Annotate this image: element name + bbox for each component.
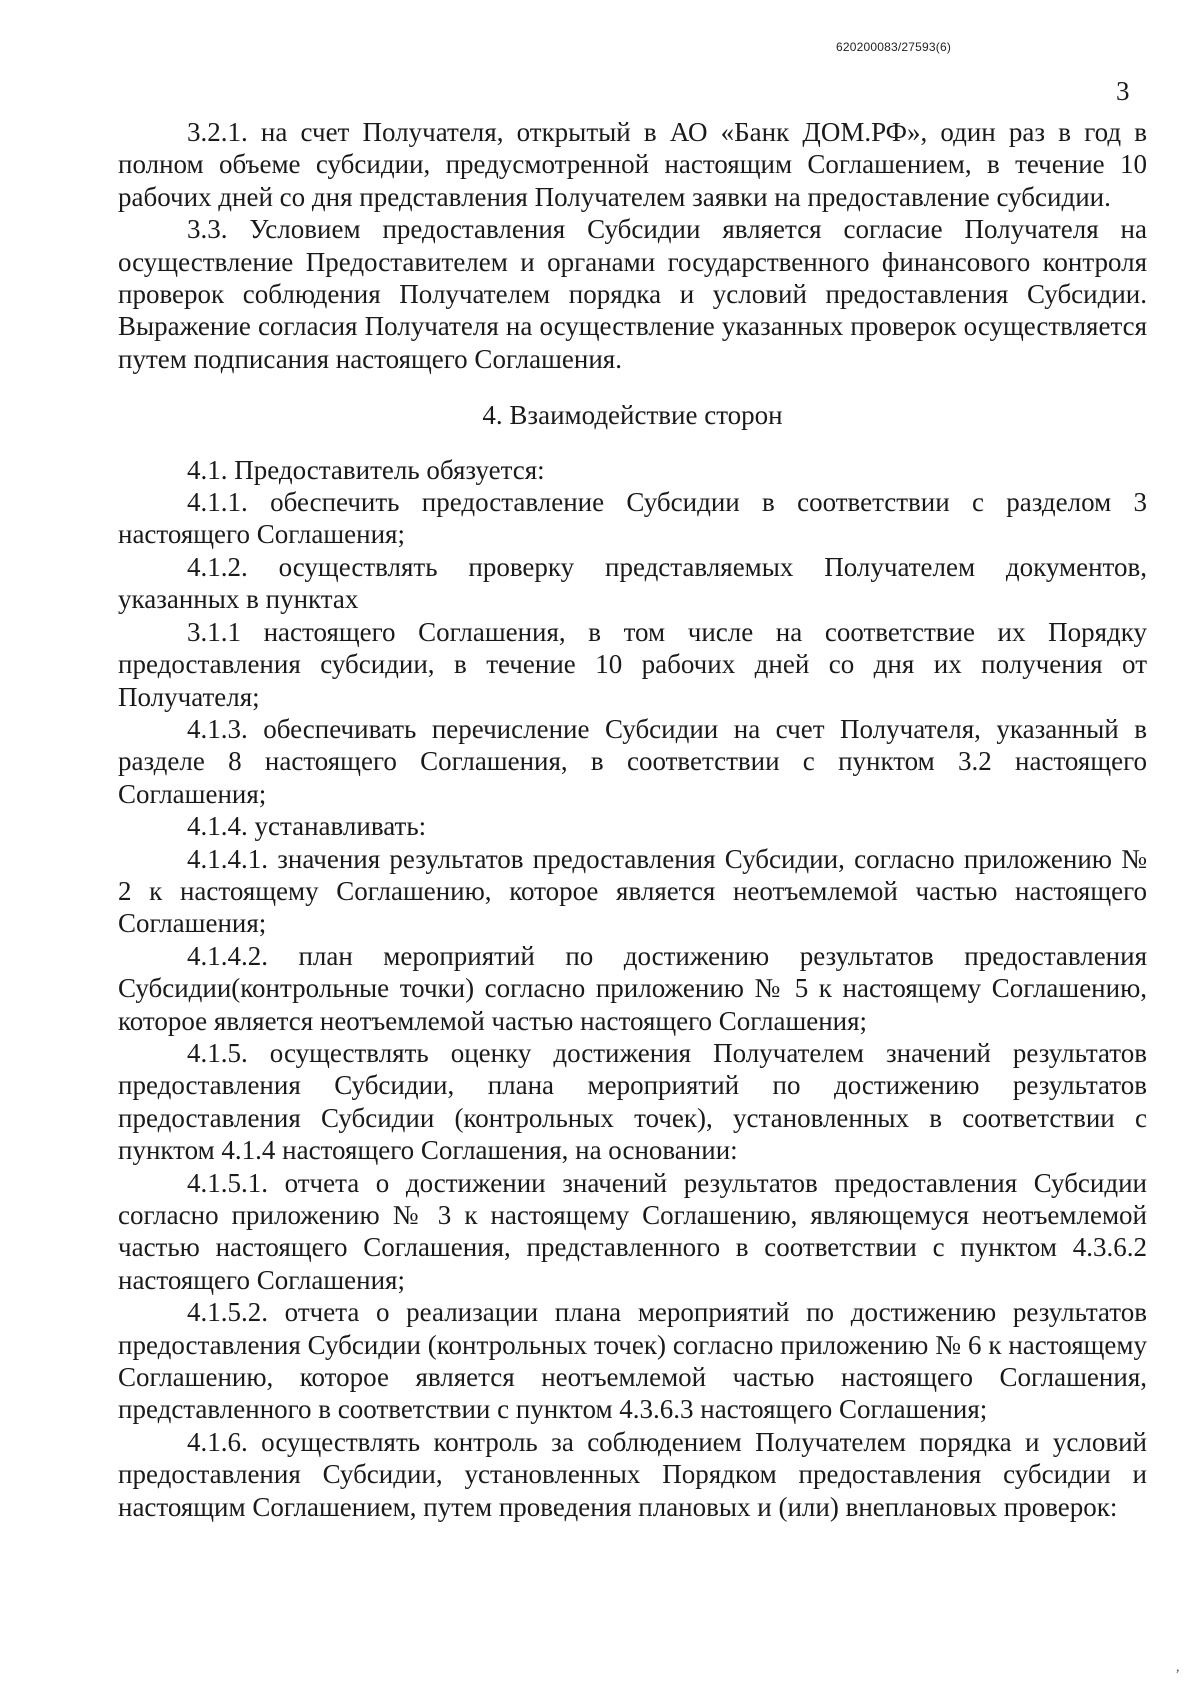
- paragraph-4-1-4: 4.1.4. устанавливать:: [187, 811, 427, 842]
- paragraph-3-2-1: 3.2.1. на счет Получателя, открытый в АО «Банк ДОМ.РФ», один раз в год в полном объеме субсидии, предусмотренной настоящим Соглашением, в течение 10 рабочих дней со дня представления Получателем заявки на предоставление субсидии.: [118, 117, 1147, 212]
- paragraph-4-1-5-2: 4.1.5.2. отчета о реализации плана мероприятий по достижению результатов предоставления Субсидии (контрольных точек) согласно приложению № 6 к настоящему Соглашению, которое является неотъемлемой частью настоящего Соглашения, представленного в соответствии с пунктом 4.3.6.3 настоящего Соглашения;: [118, 1297, 1147, 1425]
- paragraph-4-1-1: 4.1.1. обеспечить предоставление Субсидии в соответствии с разделом 3 настоящего Соглашения;: [118, 487, 1147, 550]
- paragraph-4-1-3: 4.1.3. обеспечивать перечисление Субсидии на счет Получателя, указанный в разделе 8 настоящего Соглашения, в соответствии с пунктом 3.2 настоящего Соглашения;: [118, 713, 1147, 809]
- paragraph-4-1-4-1: 4.1.4.1. значения результатов предоставления Субсидии, согласно приложению № 2 к настоящему Соглашению, которое является неотъемлемой частью настоящего Соглашения;: [118, 843, 1147, 939]
- paragraph-3-1-1-continuation: 3.1.1 настоящего Соглашения, в том числе на соответствие их Порядку предоставления субсидии, в течение 10 рабочих дней со дня их получения от Получателя;: [118, 616, 1147, 712]
- paragraph-4-1-4-2: 4.1.4.2. план мероприятий по достижению результатов предоставления Субсидии(контрольные точки) согласно приложению № 5 к настоящему Соглашению, которое является неотъемлемой частью настоящего Соглашения;: [118, 940, 1147, 1036]
- paragraph-4-1-5-1: 4.1.5.1. отчета о достижении значений результатов предоставления Субсидии согласно приложению № 3 к настоящему Соглашению, являющемуся неотъемлемой частью настоящего Соглашения, представленного в соответствии с пунктом 4.3.6.2 настоящего Соглашения;: [118, 1167, 1147, 1295]
- paragraph-4-1: 4.1. Предоставитель обязуется:: [187, 454, 545, 485]
- paragraph-4-1-6: 4.1.6. осуществлять контроль за соблюдением Получателем порядка и условий предоставления Субсидии, установленных Порядком предоставления субсидии и настоящим Соглашением, путем проведения плановых и (или) внеплановых проверок:: [118, 1426, 1147, 1522]
- document-body: [118, 116, 1147, 1523]
- scan-edge-mark: ,: [1176, 1660, 1180, 1675]
- paragraph-3-3: 3.3. Условием предоставления Субсидии является согласие Получателя на осуществление Предоставителем и органами государственного финансового контроля проверок соблюдения Получателем порядка и условий предоставления Субсидии. Выражение согласия Получателя на осуществление указанных проверок осуществляется путем подписания настоящего Соглашения.: [118, 214, 1147, 374]
- paragraph-4-1-5: 4.1.5. осуществлять оценку достижения Получателем значений результатов предоставления Субсидии, плана мероприятий по достижению результатов предоставления Субсидии (контрольных точек), установленных в соответствии с пунктом 4.1.4 настоящего Соглашения, на основании:: [118, 1037, 1147, 1166]
- section-4-heading: 4. Взаимодействие сторон: [482, 400, 783, 431]
- page-number: 3: [1116, 76, 1130, 106]
- document-id: 620200083/27593(6): [836, 40, 952, 54]
- paragraph-4-1-2: 4.1.2. осуществлять проверку представляемых Получателем документов, указанных в пунктах: [118, 551, 1147, 615]
